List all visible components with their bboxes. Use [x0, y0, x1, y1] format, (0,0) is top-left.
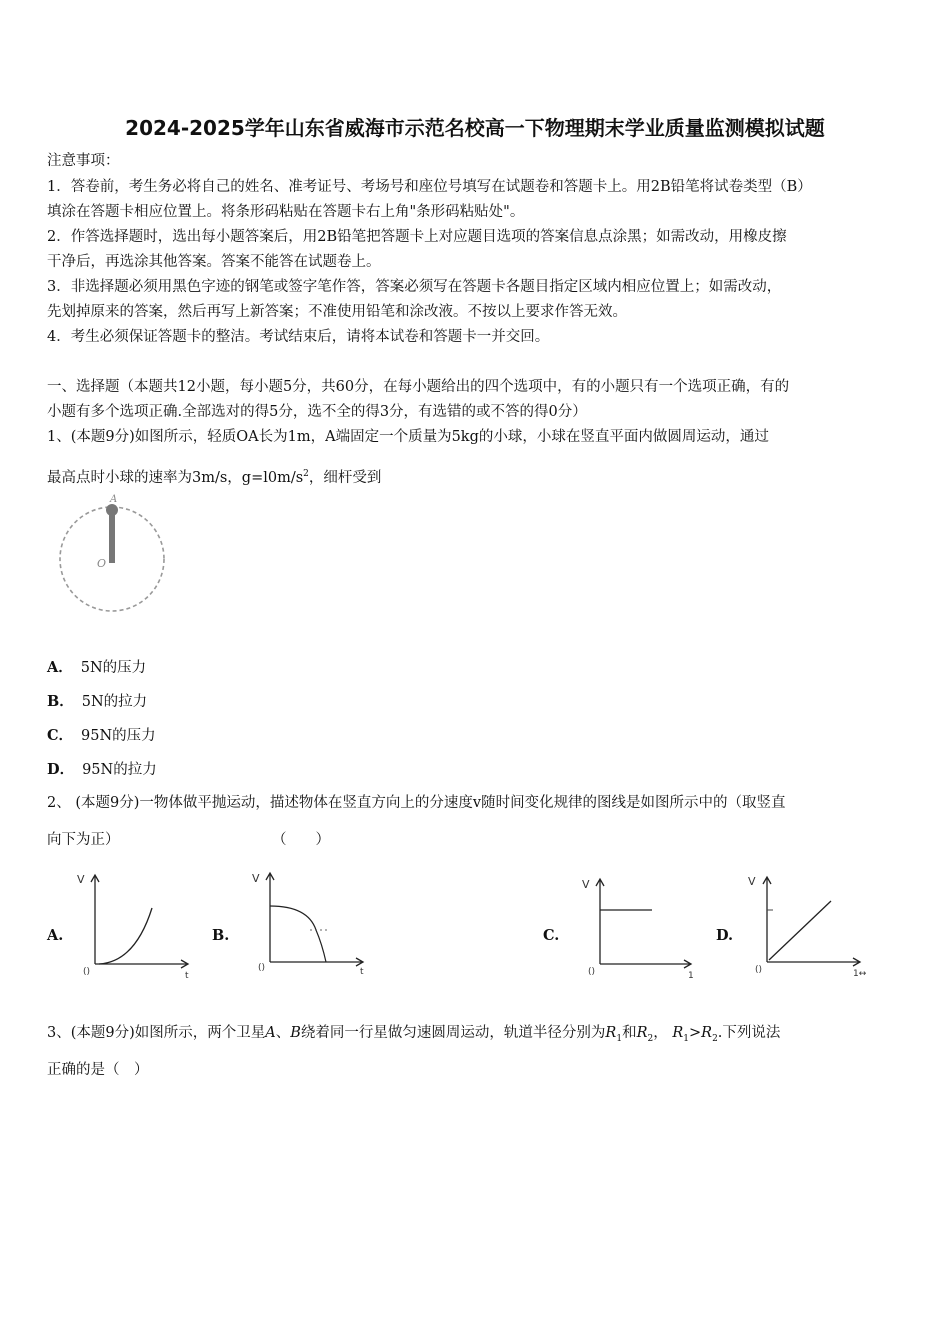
note-4: 4．考生必须保证答题卡的整洁。考试结束后，请将本试卷和答题卡一并交回。 — [47, 329, 550, 345]
q2-answer-paren: （ ） — [272, 832, 330, 848]
q2-graph-d-line — [769, 901, 831, 960]
q2-graph-a-t: t — [185, 971, 189, 981]
q3-sat-b: B — [290, 1025, 301, 1041]
q3-text-3: ， — [653, 1025, 668, 1041]
q2-graph-a-v: V — [77, 873, 85, 886]
q2-graph-c[interactable] — [580, 870, 700, 980]
q1-option-c[interactable] — [47, 724, 156, 745]
q1-option-a[interactable] — [47, 656, 146, 677]
section1-line1: 一、选择题（本题共12小题，每小题5分，共60分，在每小题给出的四个选项中，有的小题只有一个选项正确，有的 — [47, 379, 790, 395]
q1-option-d[interactable] — [47, 758, 157, 779]
q1-option-b-key: B． — [47, 693, 74, 710]
q2-graph-c-label[interactable]: C. — [543, 927, 560, 944]
q3-text-2: 绕着同一行星做匀速圆周运动，轨道半径分别为 — [300, 1025, 606, 1041]
q2-line2: 向下为正） — [47, 832, 120, 848]
q2-graph-d[interactable] — [745, 870, 875, 980]
note-1a: 1．答卷前，考生务必将自己的姓名、准考证号、考场号和座位号填写在试题卷和答题卡上。用2B铅笔将试卷类型（B） — [47, 179, 812, 195]
q1-option-a-key: A． — [47, 659, 73, 676]
q3-gt: > — [688, 1025, 702, 1041]
q3-r1: R — [605, 1025, 617, 1041]
note-2a: 2．作答选择题时，选出每小题答案后，用2B铅笔把答题卡上对应题目选项的答案信息点涂黑；如需改动，用橡皮擦 — [47, 229, 787, 245]
q1-line2-sup: 2 — [303, 469, 309, 479]
q2-graph-c-v: V — [582, 878, 590, 891]
q1-line2-text: 最高点时小球的速率为3m/s，g=l0m/s — [47, 469, 304, 486]
q2-graph-b-o: () — [258, 963, 266, 973]
q1-figure — [55, 495, 175, 620]
q3-r2b: R — [701, 1025, 713, 1041]
q2-line1: 2、 (本题9分)一物体做平抛运动，描述物体在竖直方向上的分速度v随时间变化规律的图线是如图所示中的（取竖直 — [47, 795, 786, 811]
q2-graph-a[interactable] — [75, 870, 195, 980]
q2-graph-d-o: () — [755, 965, 763, 975]
section1-line2: 小题有多个选项正确.全部选对的得5分，选不全的得3分，有选错的或不答的得0分） — [47, 404, 587, 420]
q3-r1b: R — [672, 1025, 684, 1041]
q3-text-4: .下列说法 — [717, 1025, 781, 1041]
q1-option-b[interactable] — [47, 690, 147, 711]
q2-graph-a-o: () — [83, 967, 91, 977]
q1-ball — [106, 504, 118, 516]
q1-option-b-text: 5N的拉力 — [81, 694, 148, 710]
q3-line1 — [47, 1023, 780, 1049]
note-1b: 填涂在答题卡相应位置上。将条形码粘贴在答题卡右上角"条形码粘贴处"。 — [47, 204, 525, 220]
q3-r2-sub: 2 — [647, 1033, 654, 1044]
q2-graph-a-curve — [99, 908, 152, 964]
q3-r1-sub: 1 — [616, 1033, 623, 1044]
q1-option-d-key: D． — [47, 761, 75, 778]
q1-line2 — [47, 464, 381, 488]
note-3a: 3．非选择题必须用黑色字迹的钢笔或签字笔作答，答案必须写在答题卡各题目指定区域内相应位置上；如需改动， — [47, 279, 782, 295]
q3-sep: 、 — [275, 1025, 291, 1041]
q1-rod — [109, 510, 115, 563]
q2-graph-c-o: () — [588, 967, 596, 977]
q1-option-c-text: 95N的压力 — [81, 728, 156, 744]
q3-line2: 正确的是（ ） — [47, 1062, 149, 1078]
q2-graph-c-t: 1 — [688, 971, 694, 981]
q2-graph-d-t: 1↔ — [853, 969, 867, 979]
q1-label-a: A — [110, 494, 118, 505]
q2-graph-b-label[interactable]: B. — [212, 927, 230, 944]
q1-label-o: O — [97, 557, 107, 570]
page-title: 2024-2025学年山东省威海市示范名校高一下物理期末学业质量监测模拟试题 — [125, 116, 825, 140]
q3-r1b-sub: 1 — [683, 1033, 689, 1044]
q2-graph-b[interactable] — [250, 868, 370, 978]
q1-option-a-text: 5N的压力 — [80, 660, 147, 676]
note-2b: 干净后，再选涂其他答案。答案不能答在试题卷上。 — [47, 254, 381, 270]
q2-graph-a-label[interactable]: A. — [47, 927, 64, 944]
q1-option-d-text: 95N的拉力 — [82, 762, 157, 778]
q3-r2b-sub: 2 — [712, 1033, 718, 1044]
q1-line1: 1、(本题9分)如图所示，轻质OA长为1m，A端固定一个质量为5kg的小球，小球在竖直平面内做圆周运动，通过 — [47, 429, 769, 445]
q3-and: 和 — [622, 1025, 637, 1041]
q2-graph-d-v: V — [748, 875, 756, 888]
q3-text-1: 3、(本题9分)如图所示，两个卫星 — [47, 1025, 266, 1041]
q2-graph-b-curve — [270, 906, 326, 962]
q2-graph-b-v: V — [252, 872, 260, 885]
q2-graph-d-label[interactable]: D. — [716, 927, 734, 944]
note-3b: 先划掉原来的答案，然后再写上新答案；不准使用铅笔和涂改液。不按以上要求作答无效。 — [47, 304, 627, 320]
q3-r2: R — [636, 1025, 648, 1041]
q1-line2-end: ，细杆受到 — [308, 469, 382, 486]
q3-sat-a: A — [265, 1025, 276, 1041]
notes-heading: 注意事项： — [47, 153, 120, 169]
q2-graph-b-t: t — [360, 967, 364, 977]
q1-option-c-key: C． — [47, 727, 74, 744]
